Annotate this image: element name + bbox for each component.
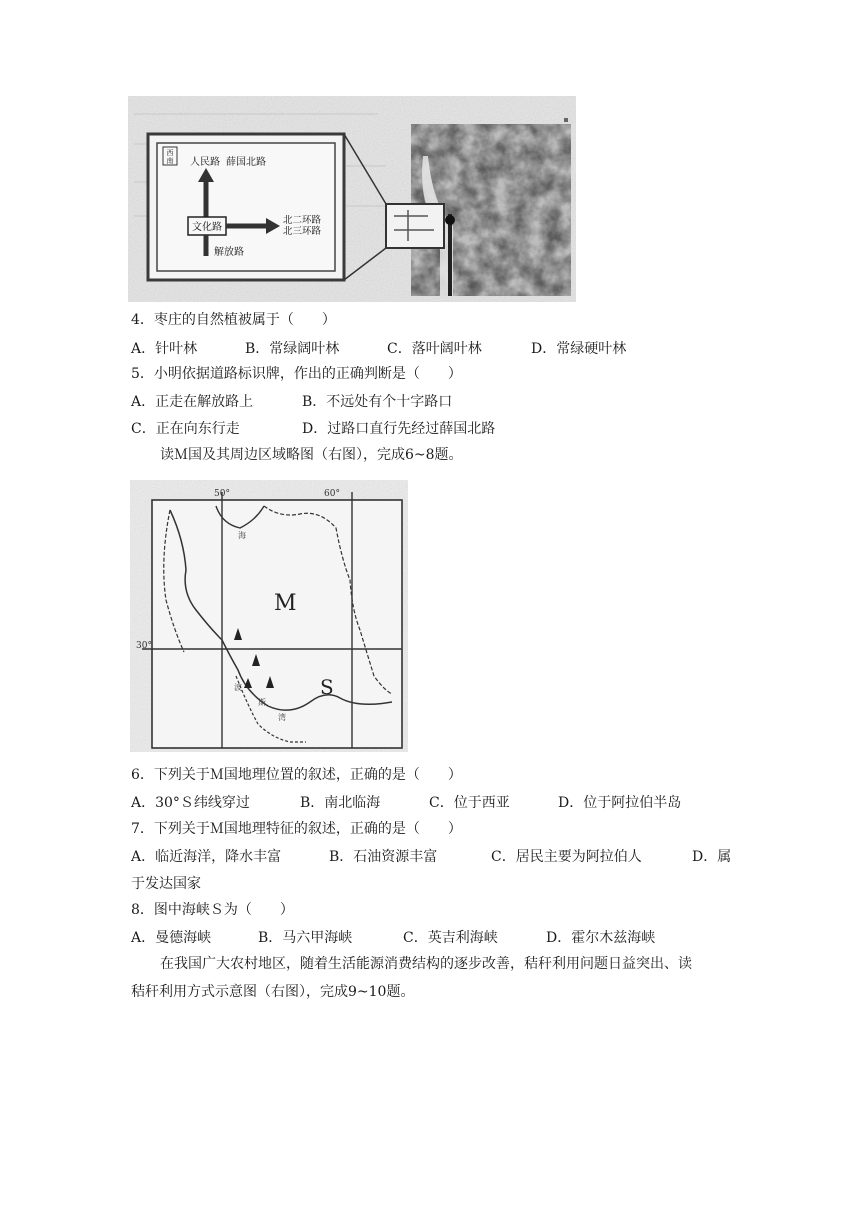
question-5-stem: 5．小明依据道路标识牌，作出的正确判断是（ ）	[131, 366, 462, 382]
svg-text:波: 波	[234, 683, 242, 692]
q5-option-a[interactable]: A．正走在解放路上	[131, 394, 254, 410]
sign-road-center: 文化路	[192, 222, 222, 233]
q8-option-c[interactable]: C．英吉利海峡	[403, 930, 498, 946]
q7-option-d[interactable]: D．属	[692, 849, 732, 865]
q7-option-c[interactable]: C．居民主要为阿拉伯人	[491, 849, 642, 865]
q6-option-a[interactable]: A．30°Ｓ纬线穿过	[131, 795, 250, 811]
q6-option-d[interactable]: D．位于阿拉伯半岛	[558, 795, 682, 811]
intro-questions-6-8: 读Ｍ国及其周边区域略图（右图），完成6~8题。	[160, 447, 463, 463]
strait-s-label: S	[320, 675, 334, 699]
longitude-60-label: 60°	[324, 489, 340, 499]
q5-option-c[interactable]: C．正在向东行走	[131, 421, 240, 437]
country-m-map	[130, 480, 408, 752]
latitude-30-label: 30°	[136, 641, 152, 651]
intro-questions-9-10-line2: 秸秆利用方式示意图（右图），完成9~10题。	[131, 984, 415, 1000]
q5-option-d[interactable]: D．过路口直行先经过薛国北路	[302, 421, 496, 437]
q7-option-d-continued: 于发达国家	[131, 876, 201, 892]
q8-option-b[interactable]: B．马六甲海峡	[258, 930, 353, 946]
q6-option-b[interactable]: B．南北临海	[300, 795, 381, 811]
sign-road-north-2: 薛国北路	[226, 157, 266, 168]
q6-option-c[interactable]: C．位于西亚	[429, 795, 510, 811]
q7-option-b[interactable]: B．石油资源丰富	[329, 849, 438, 865]
q7-option-a[interactable]: A．临近海洋，降水丰富	[131, 849, 282, 865]
question-8-stem: 8．图中海峡Ｓ为（ ）	[131, 902, 294, 918]
svg-text:湾: 湾	[278, 713, 286, 722]
q5-option-b[interactable]: B．不远处有个十字路口	[302, 394, 453, 410]
q8-option-a[interactable]: A．曼德海峡	[131, 930, 212, 946]
sign-road-east-1: 北二环路	[283, 215, 322, 226]
svg-text:斯: 斯	[258, 698, 266, 707]
q4-option-b[interactable]: B．常绿阔叶林	[245, 341, 340, 357]
sign-road-south: 解放路	[214, 247, 244, 258]
sign-corner-top: 西	[166, 149, 174, 157]
sign-corner-bottom: 南	[166, 157, 174, 165]
sign-road-east-2: 北三环路	[283, 226, 322, 237]
longitude-50-label: 50°	[214, 489, 230, 499]
country-m-label: M	[274, 591, 297, 616]
q8-option-d[interactable]: D．霍尔木兹海峡	[546, 930, 656, 946]
question-4-stem: 4．枣庄的自然植被属于（ ）	[131, 312, 336, 328]
q4-option-c[interactable]: C．落叶阔叶林	[387, 341, 482, 357]
question-7-stem: 7．下列关于Ｍ国地理特征的叙述，正确的是（ ）	[131, 821, 462, 837]
svg-text:海: 海	[238, 531, 246, 540]
sign-road-north: 人民路	[190, 157, 220, 168]
q4-option-a[interactable]: A．针叶林	[131, 341, 198, 357]
road-sign-figure	[128, 96, 576, 302]
question-6-stem: 6．下列关于Ｍ国地理位置的叙述，正确的是（ ）	[131, 767, 462, 783]
q4-option-d[interactable]: D．常绿硬叶林	[531, 341, 627, 357]
intro-questions-9-10-line1: 在我国广大农村地区，随着生活能源消费结构的逐步改善，秸秆利用问题日益突出、读	[160, 956, 692, 972]
